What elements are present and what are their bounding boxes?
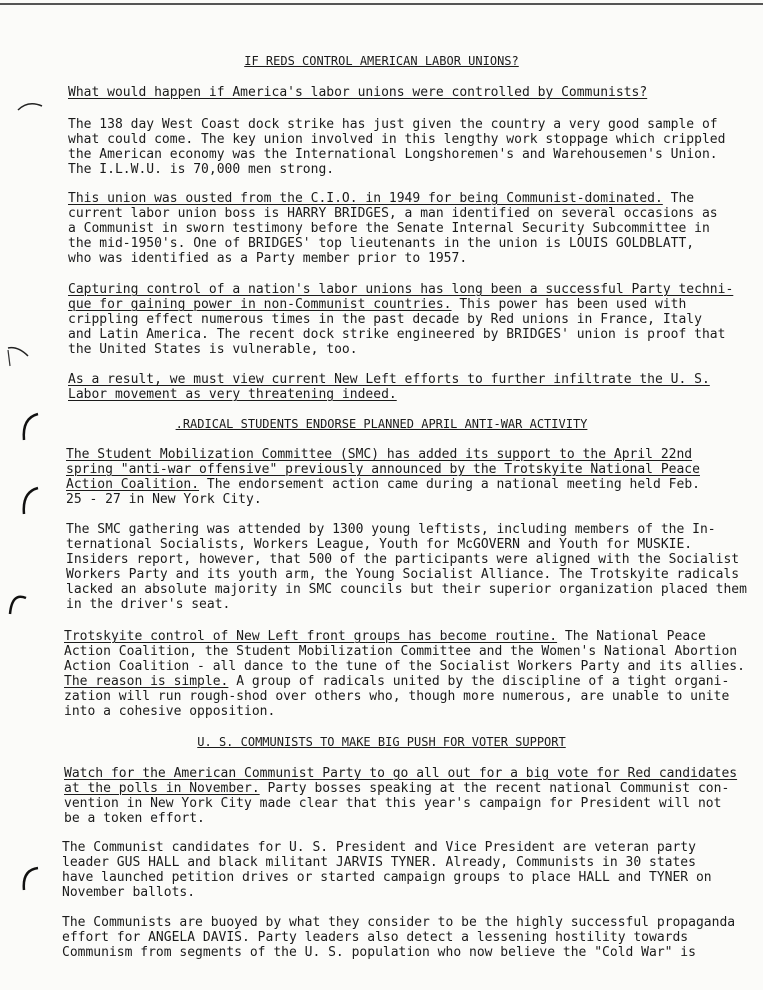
text-line: Action Coalition, the Student Mobilization Committee and the Women's National Abortion — [64, 644, 738, 659]
text-line: ternational Socialists, Workers League, Youth for McGOVERN and Youth for MUSKIE. — [66, 537, 693, 552]
text-line: effort for ANGELA DAVIS. Party leaders also detect a lessening hostility towards — [62, 930, 689, 945]
text-line: Watch for the American Communist Party to go all out for a big vote for Red candidates — [64, 766, 738, 781]
text-run: This power has been used with — [451, 297, 687, 312]
text-line: zation will run rough-shod over others who, though more numerous, are unable to unite — [64, 689, 730, 704]
text-run: The National Peace — [557, 629, 706, 644]
underlined-text: Trotskyite control of New Left front groups has become routine. — [64, 629, 558, 644]
text-line: lacked an absolute majority in SMC councils but their superior organization placed them — [66, 582, 747, 597]
text-line: Labor movement as very threatening indeed. — [68, 387, 397, 402]
text-line: The SMC gathering was attended by 1300 young leftists, including members of the In- — [66, 522, 716, 537]
text-line: The I.L.W.U. is 70,000 men strong. — [68, 162, 335, 177]
text-line: Communism from segments of the U. S. population who now believe the "Cold War" is — [62, 945, 696, 960]
text-line — [64, 674, 729, 689]
text-line: a Communist in sworn testimony before the Senate Internal Security Subcommittee in — [68, 221, 710, 236]
section-title: U. S. COMMUNISTS TO MAKE BIG PUSH FOR VOTER SUPPORT — [197, 735, 566, 749]
text-line: November ballots. — [62, 885, 196, 900]
text-run: The endorsement action came during a national meeting held Feb. — [199, 477, 700, 492]
text-line: the United States is vulnerable, too. — [68, 342, 358, 357]
text-line: The Student Mobilization Committee (SMC) has added its support to the April 22nd — [66, 447, 693, 462]
text-line — [68, 297, 686, 312]
page-top-border — [0, 3, 763, 5]
underlined-text: Action Coalition. — [66, 477, 200, 492]
text-line: leader GUS HALL and black militant JARVIS TYNER. Already, Communists in 30 states — [62, 855, 696, 870]
text-line: the mid-1950's. One of BRIDGES' top lieutenants in the union is LOUIS GOLDBLATT, — [68, 236, 695, 251]
margin-mark-icon — [4, 344, 30, 370]
text-line: As a result, we must view current New Left efforts to further infiltrate the U. S. — [68, 372, 710, 387]
margin-mark-icon — [16, 862, 42, 892]
text-run: The — [662, 191, 695, 206]
text-line: current labor union boss is HARRY BRIDGES, a man identified on several occasions as — [68, 206, 718, 221]
margin-mark-icon — [16, 98, 46, 120]
underlined-text: que for gaining power in non-Communist countries. — [68, 297, 452, 312]
text-run: A group of radicals united by the discipline of a tight organi- — [228, 674, 730, 689]
text-line: Insiders report, however, that 500 of the participants were aligned with the Socialist — [66, 552, 740, 567]
text-line: have launched petition drives or started campaign groups to place HALL and TYNER on — [62, 870, 712, 885]
text-line: Action Coalition - all dance to the tune of the Socialist Workers Party and its allies. — [64, 659, 745, 674]
underlined-text: This union was ousted from the C.I.O. in 1949 for being Communist-dominated. — [68, 191, 663, 206]
text-line — [66, 477, 700, 492]
text-line: the American economy was the International Longshoremen's and Warehousemen's Union. — [68, 147, 718, 162]
text-line: 25 - 27 in New York City. — [66, 492, 262, 507]
text-line: What would happen if America's labor unions were controlled by Communists? — [68, 85, 648, 100]
underlined-text: The reason is simple. — [64, 674, 229, 689]
margin-mark-icon — [4, 588, 30, 618]
text-line: spring "anti-war offensive" previously announced by the Trotskyite National Peace — [66, 462, 700, 477]
text-line: be a token effort. — [64, 811, 205, 826]
text-run: Party bosses speaking at the recent national Communist con- — [259, 781, 730, 796]
text-line: crippling effect numerous times in the past decade by Red unions in France, Italy — [68, 312, 702, 327]
text-line: into a cohesive opposition. — [64, 704, 276, 719]
underlined-text: at the polls in November. — [64, 781, 260, 796]
margin-mark-icon — [18, 484, 44, 518]
text-line: who was identified as a Party member prior to 1957. — [68, 251, 468, 266]
section-title: .RADICAL STUDENTS ENDORSE PLANNED APRIL ANTI-WAR ACTIVITY — [175, 417, 588, 431]
text-line: The Communist candidates for U. S. President and Vice President are veteran party — [62, 840, 696, 855]
text-line: The 138 day West Coast dock strike has just given the country a very good sample of — [68, 117, 718, 132]
text-line: The Communists are buoyed by what they consider to be the highly successful propaganda — [62, 915, 736, 930]
text-line: in the driver's seat. — [66, 597, 231, 612]
text-line: Workers Party and its youth arm, the Young Socialist Alliance. The Trotskyite radicals — [66, 567, 740, 582]
text-line — [68, 191, 694, 206]
text-line: Capturing control of a nation's labor unions has long been a successful Party techni- — [68, 282, 734, 297]
text-line: and Latin America. The recent dock strike engineered by BRIDGES' union is proof that — [68, 327, 726, 342]
text-line: what could come. The key union involved in this lengthy work stoppage which crippled — [68, 132, 726, 147]
text-line — [64, 629, 706, 644]
section-title: IF REDS CONTROL AMERICAN LABOR UNIONS? — [244, 54, 519, 68]
text-line — [64, 781, 729, 796]
text-line: vention in New York City made clear that this year's campaign for President will not — [64, 796, 722, 811]
